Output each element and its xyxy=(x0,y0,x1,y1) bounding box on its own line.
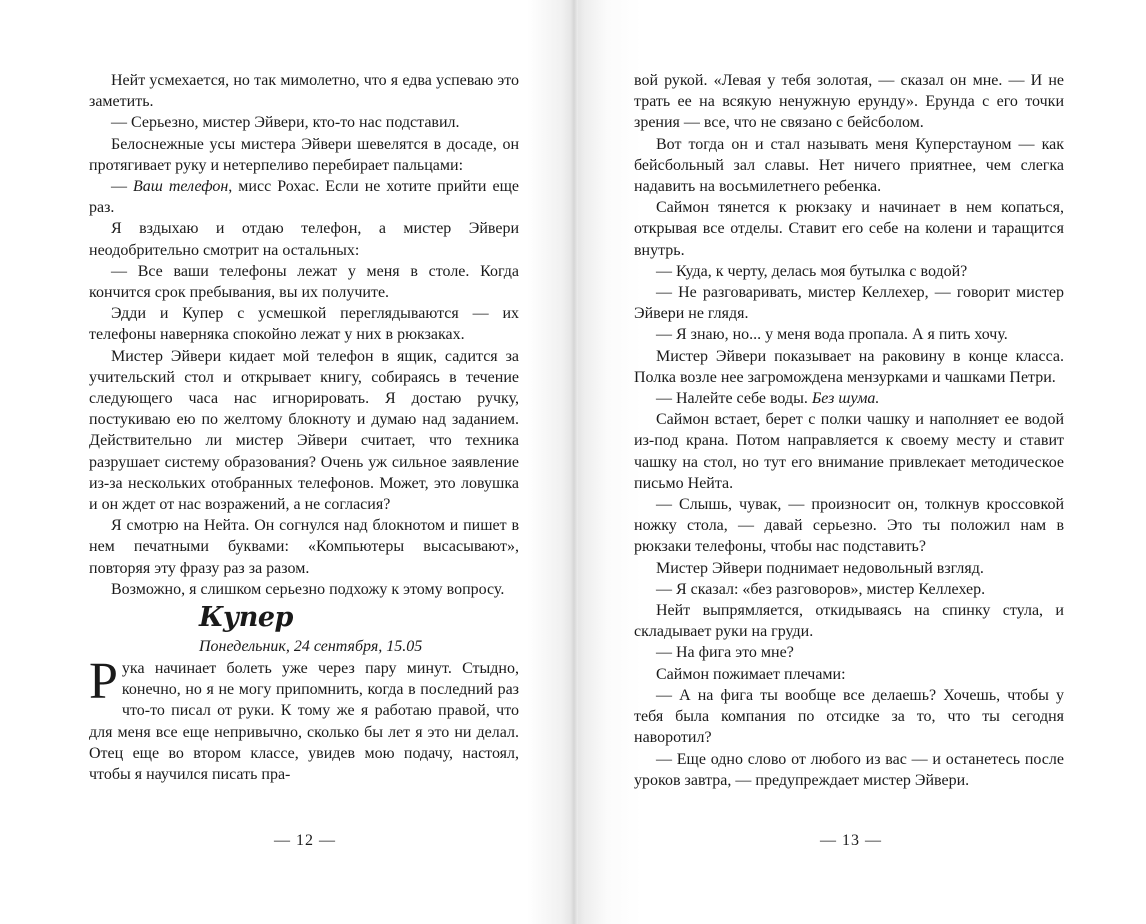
paragraph: вой рукой. «Левая у тебя золотая, — сказал он мне. — И не трать ее на всякую ненужную ерунду». Ерунда с его точки зрения — все, что не связано с бейсболом. xyxy=(634,72,1064,132)
right-page xyxy=(573,0,1146,924)
paragraph-water xyxy=(634,388,1064,409)
paragraph: Возможно, я слишком серьезно подхожу к этому вопросу. xyxy=(111,580,505,598)
paragraph: — Серьезно, мистер Эйвери, кто-то нас подставил. xyxy=(111,114,460,132)
paragraph: Нейт выпрямляется, откидываясь на спинку стула, и складывает руки на груди. xyxy=(634,602,1064,641)
paragraph: Саймон пожимает плечами: xyxy=(656,665,846,683)
dash: — xyxy=(111,178,134,196)
paragraph: — Все ваши телефоны лежат у меня в столе. Когда кончится срок пребывания, вы их получите. xyxy=(89,262,519,302)
paragraph: — А на фига ты вообще все делаешь? Хочешь, чтобы у тебя была компания по отсидке за то, что ты сегодня наворотил? xyxy=(634,686,1064,747)
chapter-subtitle: Понедельник, 24 сентября, 15.05 xyxy=(199,638,423,656)
dropcap-paragraph xyxy=(89,653,519,785)
book-gutter xyxy=(570,0,578,924)
paragraph: Я вздыхаю и отдаю телефон, а мистер Эйвери неодобрительно смотрит на остальных: xyxy=(89,220,519,259)
chapter-title: Купер xyxy=(199,602,293,634)
paragraph: — Куда, к черту, делась моя бутылка с водой? xyxy=(656,262,968,280)
paragraph: Саймон встает, берет с полки чашку и наполняет ее водой из-под крана. Потом направляется к своему месту и ставит чашку на стол, но тут его внимание привлекает методическое письмо Нейта. xyxy=(634,411,1064,492)
paragraph: — Я сказал: «без разговоров», мистер Келлехер. xyxy=(656,580,986,598)
paragraph: Вот тогда он и стал называть меня Куперстауном — как бейсбольный зал славы. Нет ничего приятнее, чем слегка надавить на восьмилетнего ребенка. xyxy=(634,135,1064,196)
paragraph: Мистер Эйвери показывает на раковину в конце класса. Полка возле нее загромождена мензурками и чашками Петри. xyxy=(634,347,1064,386)
paragraph: — Еще одно слово от любого из вас — и останетесь после уроков завтра, — предупреждает мистер Эйвери. xyxy=(634,750,1064,789)
paragraph: Мистер Эйвери кидает мой телефон в ящик, садится за учительский стол и открывает книгу, собираясь в течение следующего часа нас игнорировать. Я достаю ручку, постукиваю ею по желтому блокноту и думаю над заданием. Действительно ли мистер Эйвери считает, что техника разрушает систему образования? Очень уж сильное заявление из-за нескольких отобранных телефонов. Может, это ловушка и он ждет от нас возражений, а не согласия? xyxy=(89,347,519,514)
italic-phrase: Без шума. xyxy=(811,390,880,408)
paragraph: Нейт усмехается, но так мимолетно, что я едва успеваю это заметить. xyxy=(89,72,519,111)
page-number: — 13 — xyxy=(820,832,882,849)
paragraph: Саймон тянется к рюкзаку и начинает в нем копаться, открывая все отделы. Ставит его себе на колени и таращится внутрь. xyxy=(634,199,1064,259)
dropcap-text: ука начинает болеть уже через пару минут. Стыдно, конечно, но я не могу припомнить, когда в последний раз что-то писал от руки. К тому же я работаю правой, что для меня все еще непривычно, сколько бы лет я это ни делал. Отец еще во втором классе, увидев мою подачу, настоял, чтобы я научился писать пра- xyxy=(89,660,519,784)
paragraph-phone xyxy=(89,176,519,218)
paragraph: — Я знаю, но... у меня вода пропала. А я пить хочу. xyxy=(656,326,1008,344)
left-page-text xyxy=(89,70,519,785)
drop-cap: Р xyxy=(89,653,118,711)
paragraph: — Слышь, чувак, — произносит он, толкнув кроссовкой ножку стола, — давай серьезно. Это ты положил нам в рюкзаки телефоны, чтобы нас подставить? xyxy=(634,496,1064,556)
paragraph: Белоснежные усы мистера Эйвери шевелятся в досаде, он протягивает руку и нетерпеливо перебирает пальцами: xyxy=(89,135,519,174)
italic-phrase: Ваш телефон xyxy=(133,178,229,196)
paragraph: — На фига это мне? xyxy=(656,644,794,662)
text-plain: — Налейте себе воды. xyxy=(656,390,812,408)
text-rest: , мисс Рохас. Если не хотите прийти еще раз. xyxy=(89,178,519,217)
paragraph: — Не разговаривать, мистер Келлехер, — говорит мистер Эйвери не глядя. xyxy=(634,284,1064,323)
paragraph: Я смотрю на Нейта. Он согнулся над блокнотом и пишет в нем печатными буквами: «Компьютеры высасывают», повторяя эту фразу раз за разом. xyxy=(89,517,519,577)
paragraph: Эдди и Купер с усмешкой переглядываются — их телефоны наверняка спокойно лежат у них в рюкзаках. xyxy=(89,305,519,344)
right-page-text xyxy=(634,70,1064,791)
paragraph: Мистер Эйвери поднимает недовольный взгляд. xyxy=(656,559,984,577)
page-number: — 12 — xyxy=(274,832,336,849)
